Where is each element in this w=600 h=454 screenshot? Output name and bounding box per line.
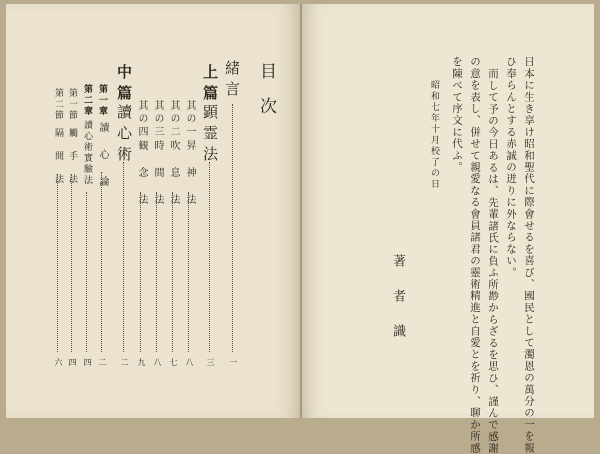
toc-chapter2-label: 第二章 [82,84,92,117]
toc-page-number: 九 [137,358,146,366]
toc-leader-dots [57,174,58,352]
toc-page-number: 四 [83,358,92,366]
toc-chapter1-label: 第一章 [97,84,107,117]
toc-part1-label: 上篇 [201,64,219,106]
toc-part2-label: 中篇 [115,64,133,106]
toc-item-label: 其の三 [152,100,163,139]
toc-item-label: 其の四 [136,100,147,139]
toc-page-number: 七 [169,358,178,366]
toc-item-title: 昇 神 法 [184,140,195,207]
toc-leader-dots [209,162,210,352]
toc-part1-title: 顕霊法 [201,104,219,167]
toc-item-label: 其の一 [184,100,195,139]
toc-leader-dots [86,192,87,352]
toc-page-number: 四 [68,358,77,366]
toc-page-number: 一 [229,358,238,366]
contents-title: 目次 [256,62,276,132]
preface-line: の意を表し、併せて親愛なる會員諸君の靈術精進と自愛とを祈り、聊か所感 [469,56,481,454]
toc-section-title: 隔 間 法 [53,128,63,185]
toc-leader-dots [123,162,124,352]
preface-line: 而して予の今日あるは、先輩諸氏に負ふ所尠からざるを思ひ、謹んで感謝 [487,68,499,454]
toc-page-number: 三 [206,358,215,366]
toc-page-number: 二 [120,358,129,366]
toc-leader-dots [71,174,72,352]
toc-section-title: 觸 手 法 [67,128,77,185]
toc-page-number: 二 [98,358,107,366]
preface-line: ひ奉らんとする赤誠の迸りに外ならない。 [505,56,517,279]
toc-section-label: 第二節 [53,88,63,121]
toc-intro: 緒言 [223,60,241,102]
toc-page-number: 六 [54,358,63,366]
toc-leader-dots [156,192,157,352]
toc-page-number: 八 [185,358,194,366]
preface-line: 日本に生き享け昭和聖代に際會せるを喜び、國民として濁恩の萬分の一を報 [523,56,535,454]
toc-leader-dots [140,192,141,352]
toc-leader-dots [101,172,102,352]
preface-author: 著者識 [390,254,405,359]
toc-chapter1-title: 讀 心 論 [97,122,108,189]
preface-date: 昭和七年十月校了の日 [429,80,439,190]
toc-item-title: 時 間 法 [152,140,163,207]
toc-chapter2-title: 讀心術實驗法 [82,120,92,186]
toc-leader-dots [232,104,233,352]
toc-leader-dots [188,192,189,352]
toc-page-number: 八 [153,358,162,366]
toc-leader-dots [172,192,173,352]
toc-part2-title: 讀心術 [115,104,133,167]
toc-item-title: 吹 息 法 [168,140,179,207]
left-page-contents [6,4,302,418]
toc-section-label: 第一節 [67,88,77,121]
preface-line: を陳べて序文に代ふ。 [451,56,463,173]
toc-item-title: 観 念 法 [136,140,147,207]
right-page-preface [302,4,594,454]
toc-item-label: 其の二 [168,100,179,139]
